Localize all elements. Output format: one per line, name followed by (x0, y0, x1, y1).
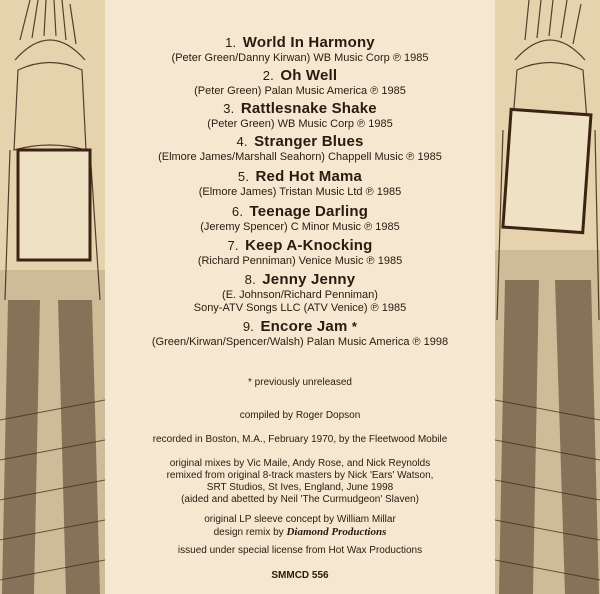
track-item (105, 237, 495, 268)
track-number: 3. (223, 101, 235, 116)
track-credit-line-2: Sony-ATV Songs LLC (ATV Venice) ℗ 1985 (193, 302, 407, 314)
track-title: Jenny Jenny (262, 271, 356, 288)
track-item (105, 271, 495, 315)
left-cover-artwork (0, 0, 105, 594)
track-listing-panel (105, 0, 495, 594)
track-number: 9. (242, 319, 255, 334)
track-title: Encore Jam (260, 318, 348, 335)
track-title-line (105, 133, 495, 151)
recording-info: recorded in Boston, M.A., February 1970, by the Fleetwood Mobile (152, 434, 448, 445)
track-item (105, 67, 495, 98)
track-title: Rattlesnake Shake (240, 100, 377, 117)
catalog-number: SMMCD 556 (271, 570, 329, 581)
compiled-by: compiled by Roger Dopson (239, 410, 361, 421)
mix-credit-line: original mixes by Vic Maile, Andy Rose, and Nick Reynolds (169, 458, 431, 469)
track-number: 7. (227, 238, 239, 253)
track-title: World In Harmony (242, 34, 375, 51)
track-title-line (105, 100, 495, 118)
track-credit: (Peter Green) Palan Music America ℗ 1985 (194, 85, 406, 97)
track-number: 8. (244, 272, 256, 287)
track-credit: (Peter Green/Danny Kirwan) WB Music Corp ℗ 1985 (171, 52, 429, 64)
track-number: 1. (225, 35, 237, 50)
track-credit: (E. Johnson/Richard Penniman) (222, 289, 378, 301)
mix-credit-line: (aided and abetted by Neil 'The Curmudgeon' Slaven) (181, 494, 419, 505)
license-note: issued under special license from Hot Wax Productions (177, 545, 423, 556)
track-item (105, 100, 495, 131)
design-credit-line (105, 526, 495, 539)
track-title: Stranger Blues (254, 133, 364, 150)
track-title-line (105, 271, 495, 289)
track-credit: (Richard Penniman) Venice Music ℗ 1985 (197, 255, 403, 267)
track-title-line (105, 203, 495, 221)
track-credit: (Green/Kirwan/Spencer/Walsh) Palan Music America ℗ 1998 (151, 336, 449, 348)
sleeve-credits (105, 514, 495, 539)
track-credit: (Peter Green) WB Music Corp ℗ 1985 (207, 118, 393, 130)
track-item (105, 203, 495, 234)
mix-credit-line: SRT Studios, St Ives, England, June 1998 (206, 482, 394, 493)
track-title: Oh Well (280, 67, 338, 84)
mix-credits (105, 458, 495, 506)
track-number: 6. (231, 204, 244, 219)
right-cover-artwork (495, 0, 600, 594)
track-title-line (105, 318, 495, 336)
track-credit: (Jeremy Spencer) C Minor Music ℗ 1985 (200, 221, 400, 233)
track-title-line (105, 34, 495, 52)
track-title: Keep A-Knocking (245, 237, 373, 254)
track-title: Teenage Darling (249, 203, 369, 220)
track-number: 2. (262, 68, 274, 83)
track-item (105, 168, 495, 199)
track-item (105, 34, 495, 65)
design-credit-name: Diamond Productions (286, 526, 387, 538)
design-credit-prefix: design remix by (213, 527, 284, 538)
mix-credit-line: remixed from original 8-track masters by Nick 'Ears' Watson, (166, 470, 434, 481)
track-credit: (Elmore James) Tristan Music Ltd ℗ 1985 (198, 186, 402, 198)
track-number: 5. (237, 169, 250, 184)
unreleased-asterisk: * (351, 319, 358, 334)
unreleased-note: * previously unreleased (248, 377, 352, 388)
track-title-line (105, 67, 495, 85)
track-item (105, 133, 495, 164)
track-credit: (Elmore James/Marshall Seahorn) Chappell Music ℗ 1985 (158, 151, 442, 163)
track-number: 4. (236, 134, 248, 149)
sleeve-credit-line: original LP sleeve concept by William Millar (204, 514, 396, 525)
track-title-line (105, 237, 495, 255)
track-title: Red Hot Mama (255, 168, 363, 185)
track-title-line (105, 168, 495, 186)
track-item (105, 318, 495, 349)
